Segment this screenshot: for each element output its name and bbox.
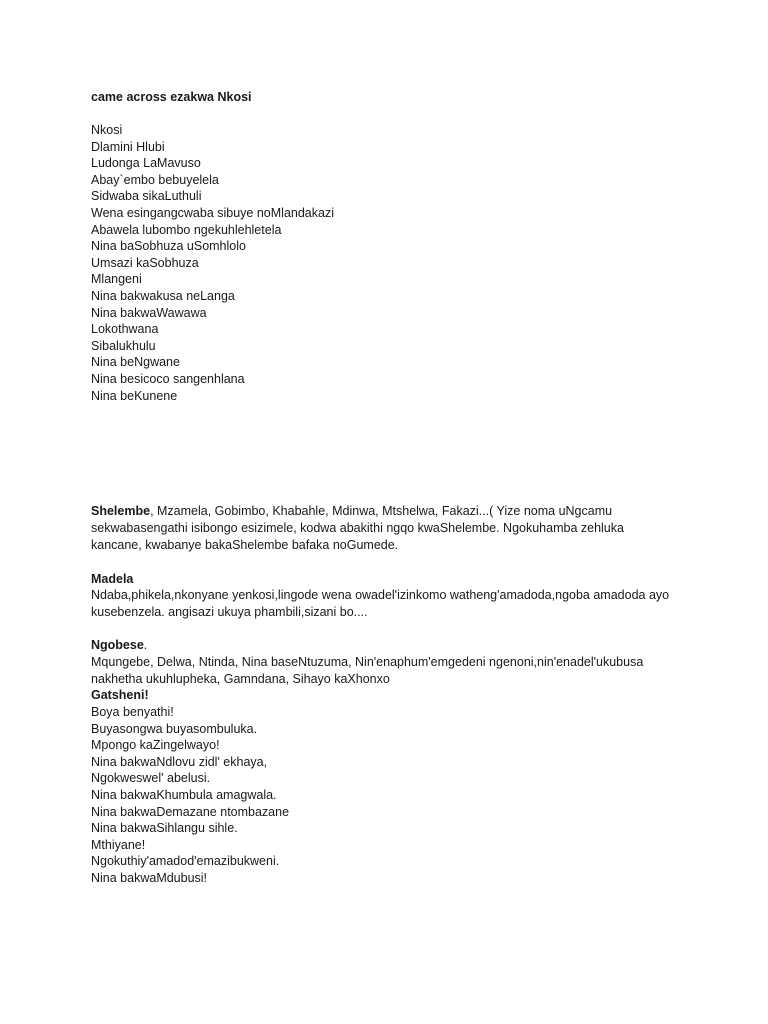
nkosi-praise-line: Nina beKunene [91,388,178,403]
gatsheni-praise-line: Mthiyane! [91,837,146,852]
gatsheni-title: Gatsheni! [91,688,149,702]
gatsheni-praise-list [91,704,289,887]
gatsheni-praise-line: Nina bakwaSihlangu sihle. [91,821,238,836]
document-heading: came across ezakwa Nkosi [91,90,252,104]
ngobese-title-wrap [91,637,147,654]
nkosi-praise-line: Nkosi [91,123,123,137]
gatsheni-praise-line: Buyasongwa buyasombuluka. [91,721,258,736]
gatsheni-praise-line: Boya benyathi! [91,705,174,719]
ngobese-text-line1: Mqungebe, Delwa, Ntinda, Nina baseNtuzuma, Nin'enaphum'emgedeni ngenoni,nin'enadel'ukubusa [91,655,644,669]
shelembe-name: Shelembe [91,504,151,518]
madela-text-line2: kusebenzela. angisazi ukuya phambili,sizani bo.... [91,605,368,620]
gatsheni-praise-line: Nina bakwaDemazane ntombazane [91,804,290,819]
gatsheni-praise-line: Ngokweswel' abelusi. [91,771,211,786]
nkosi-praise-line: Nina besicoco sangenhlana [91,371,245,386]
nkosi-praise-line: Nina bakwaWawawa [91,305,207,320]
ngobese-paragraph [91,654,691,688]
ngobese-text-line2: nakhetha ukuhlupheka, Gamndana, Sihayo kaXhonxo [91,672,390,687]
nkosi-praise-line: Wena esingangcwaba sibuye noMlandakazi [91,205,334,220]
nkosi-praise-line: Mlangeni [91,272,142,287]
nkosi-praise-line: Sibalukhulu [91,338,156,353]
gatsheni-praise-line: Nina bakwaKhumbula amagwala. [91,787,277,802]
shelembe-paragraph [91,503,691,555]
ngobese-title-suffix: . [143,638,148,652]
nkosi-praise-line: Dlamini Hlubi [91,139,165,154]
nkosi-praise-line: Sidwaba sikaLuthuli [91,189,202,204]
gatsheni-praise-line: Mpongo kaZingelwayo! [91,738,220,753]
shelembe-text-line2: sekwabasengathi isibongo esizimele, kodwa abakithi ngqo kwaShelembe. Ngokuhamba zehluka [91,521,624,536]
madela-title: Madela [91,572,134,586]
madela-text-line1: Ndaba,phikela,nkonyane yenkosi,lingode wena owadel'izinkomo watheng'amadoda,ngoba amadoda ayo [91,588,670,602]
shelembe-text-line1: , Mzamela, Gobimbo, Khabahle, Mdinwa, Mtshelwa, Fakazi...( Yize noma uNgcamu [150,504,613,518]
gatsheni-praise-line: Ngokuthiy'amadod'emazibukweni. [91,854,280,869]
gatsheni-praise-line: Nina bakwaNdlovu zidl' ekhaya, [91,754,268,769]
gatsheni-praise-line: Nina bakwaMdubusi! [91,870,208,885]
nkosi-praise-line: Nina beNgwane [91,355,180,370]
nkosi-praise-line: Umsazi kaSobhuza [91,255,199,270]
nkosi-praise-list [91,122,334,404]
nkosi-praise-line: Abay`embo bebuyelela [91,172,219,187]
nkosi-praise-line: Nina bakwakusa neLanga [91,288,235,303]
ngobese-title: Ngobese [91,638,144,652]
madela-paragraph [91,587,691,621]
nkosi-praise-line: Lokothwana [91,322,159,337]
nkosi-praise-line: Abawela lubombo ngekuhlehletela [91,222,282,237]
nkosi-praise-line: Ludonga LaMavuso [91,156,201,171]
nkosi-praise-line: Nina baSobhuza uSomhlolo [91,239,246,254]
shelembe-text-line3: kancane, kwabanye bakaShelembe bafaka noGumede. [91,538,399,553]
